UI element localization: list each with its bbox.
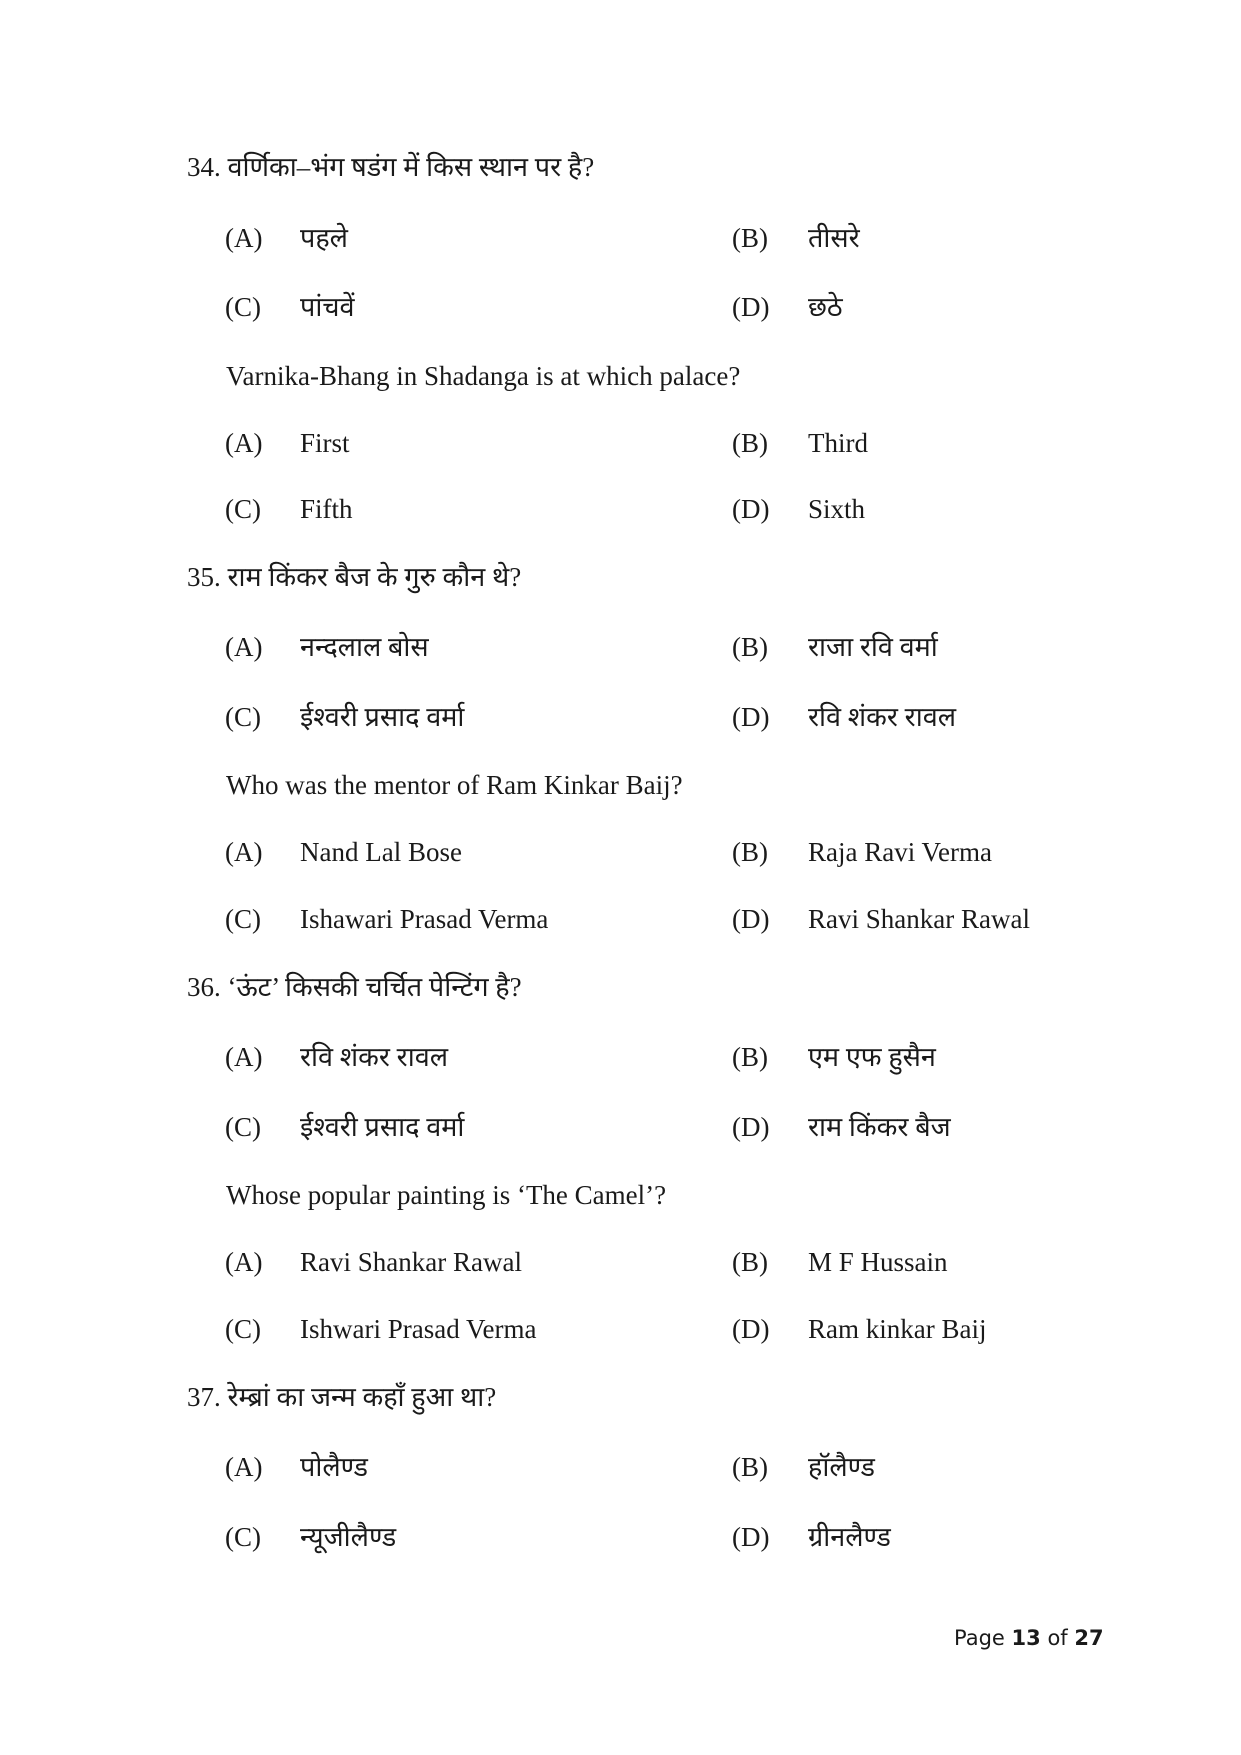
q37-hi-option-c: न्यूजीलैण्ड bbox=[300, 1522, 397, 1552]
q34-en-option-b-label: (B) bbox=[732, 428, 768, 458]
q36-en-option-c: Ishwari Prasad Verma bbox=[300, 1314, 537, 1344]
page-number-total: 27 bbox=[1074, 1626, 1104, 1650]
q34-en-option-c: Fifth bbox=[300, 494, 353, 524]
q36-en-option-a: Ravi Shankar Rawal bbox=[300, 1247, 522, 1277]
q35-en-option-c-label: (C) bbox=[225, 904, 261, 934]
page-number-of: of bbox=[1047, 1626, 1068, 1650]
q35-hi-option-c-label: (C) bbox=[225, 702, 261, 732]
q36-hi-option-d: राम किंकर बैज bbox=[808, 1112, 951, 1142]
q34-en-option-d: Sixth bbox=[808, 494, 866, 524]
q37-hi-option-b-label: (B) bbox=[732, 1452, 768, 1482]
q36-en-option-d-label: (D) bbox=[732, 1314, 770, 1344]
q36-en-option-b-label: (B) bbox=[732, 1247, 768, 1277]
q35-hi-option-a: नन्दलाल बोस bbox=[300, 632, 429, 662]
q34-en-option-a: First bbox=[300, 428, 350, 458]
q36-hi-option-c-label: (C) bbox=[225, 1112, 261, 1142]
q37-hi-option-d-label: (D) bbox=[732, 1522, 770, 1552]
q36-en-option-b: M F Hussain bbox=[808, 1247, 948, 1277]
question-36-hindi: 36. ‘ऊंट’ किसकी चर्चित पेन्टिंग है? bbox=[187, 972, 522, 1002]
q35-hi-option-c: ईश्वरी प्रसाद वर्मा bbox=[300, 702, 465, 732]
q35-hi-option-d: रवि शंकर रावल bbox=[808, 702, 957, 732]
q37-hi-option-d: ग्रीनलैण्ड bbox=[808, 1522, 891, 1552]
page-number-current: 13 bbox=[1011, 1626, 1041, 1650]
q36-en-option-a-label: (A) bbox=[225, 1247, 263, 1277]
q34-hi-option-a-label: (A) bbox=[225, 223, 263, 253]
q35-hi-option-a-label: (A) bbox=[225, 632, 263, 662]
q36-hi-option-c: ईश्वरी प्रसाद वर्मा bbox=[300, 1112, 465, 1142]
q34-hi-option-b: तीसरे bbox=[808, 223, 860, 253]
q37-hi-option-a: पोलैण्ड bbox=[300, 1452, 368, 1482]
q35-en-option-a: Nand Lal Bose bbox=[300, 837, 462, 867]
q34-en-option-d-label: (D) bbox=[732, 494, 770, 524]
q34-hi-option-d-label: (D) bbox=[732, 292, 770, 322]
q36-en-option-d: Ram kinkar Baij bbox=[808, 1314, 987, 1344]
q36-en-option-c-label: (C) bbox=[225, 1314, 261, 1344]
q36-hi-option-a-label: (A) bbox=[225, 1042, 263, 1072]
q35-en-option-c: Ishawari Prasad Verma bbox=[300, 904, 549, 934]
q34-hi-option-d: छठे bbox=[808, 292, 843, 322]
q37-hi-option-b: हॉलैण्ड bbox=[808, 1452, 875, 1482]
q36-hi-option-b: एम एफ हुसैन bbox=[808, 1042, 936, 1072]
page-number bbox=[954, 1624, 1104, 1652]
question-34-english: Varnika-Bhang in Shadanga is at which palace? bbox=[226, 361, 741, 391]
q35-hi-option-d-label: (D) bbox=[732, 702, 770, 732]
question-37-hindi: 37. रेम्ब्रां का जन्म कहाँ हुआ था? bbox=[187, 1382, 497, 1412]
q35-en-option-d-label: (D) bbox=[732, 904, 770, 934]
q36-hi-option-d-label: (D) bbox=[732, 1112, 770, 1142]
q34-hi-option-c-label: (C) bbox=[225, 292, 261, 322]
question-34-hindi: 34. वर्णिका–भंग षडंग में किस स्थान पर है? bbox=[187, 152, 595, 182]
q35-en-option-d: Ravi Shankar Rawal bbox=[808, 904, 1030, 934]
q34-hi-option-c: पांचवें bbox=[300, 292, 355, 322]
q34-hi-option-a: पहले bbox=[300, 223, 348, 253]
q34-en-option-c-label: (C) bbox=[225, 494, 261, 524]
q34-en-option-b: Third bbox=[808, 428, 868, 458]
q35-hi-option-b: राजा रवि वर्मा bbox=[808, 632, 938, 662]
q35-en-option-b: Raja Ravi Verma bbox=[808, 837, 992, 867]
question-35-hindi: 35. राम किंकर बैज के गुरु कौन थे? bbox=[187, 562, 522, 592]
q35-en-option-a-label: (A) bbox=[225, 837, 263, 867]
q36-hi-option-b-label: (B) bbox=[732, 1042, 768, 1072]
page-number-prefix: Page bbox=[954, 1626, 1005, 1650]
q34-hi-option-b-label: (B) bbox=[732, 223, 768, 253]
q37-hi-option-c-label: (C) bbox=[225, 1522, 261, 1552]
q36-hi-option-a: रवि शंकर रावल bbox=[300, 1042, 449, 1072]
question-35-english: Who was the mentor of Ram Kinkar Baij? bbox=[226, 770, 683, 800]
q37-hi-option-a-label: (A) bbox=[225, 1452, 263, 1482]
q35-en-option-b-label: (B) bbox=[732, 837, 768, 867]
q35-hi-option-b-label: (B) bbox=[732, 632, 768, 662]
question-36-english: Whose popular painting is ‘The Camel’? bbox=[226, 1180, 667, 1210]
q34-en-option-a-label: (A) bbox=[225, 428, 263, 458]
